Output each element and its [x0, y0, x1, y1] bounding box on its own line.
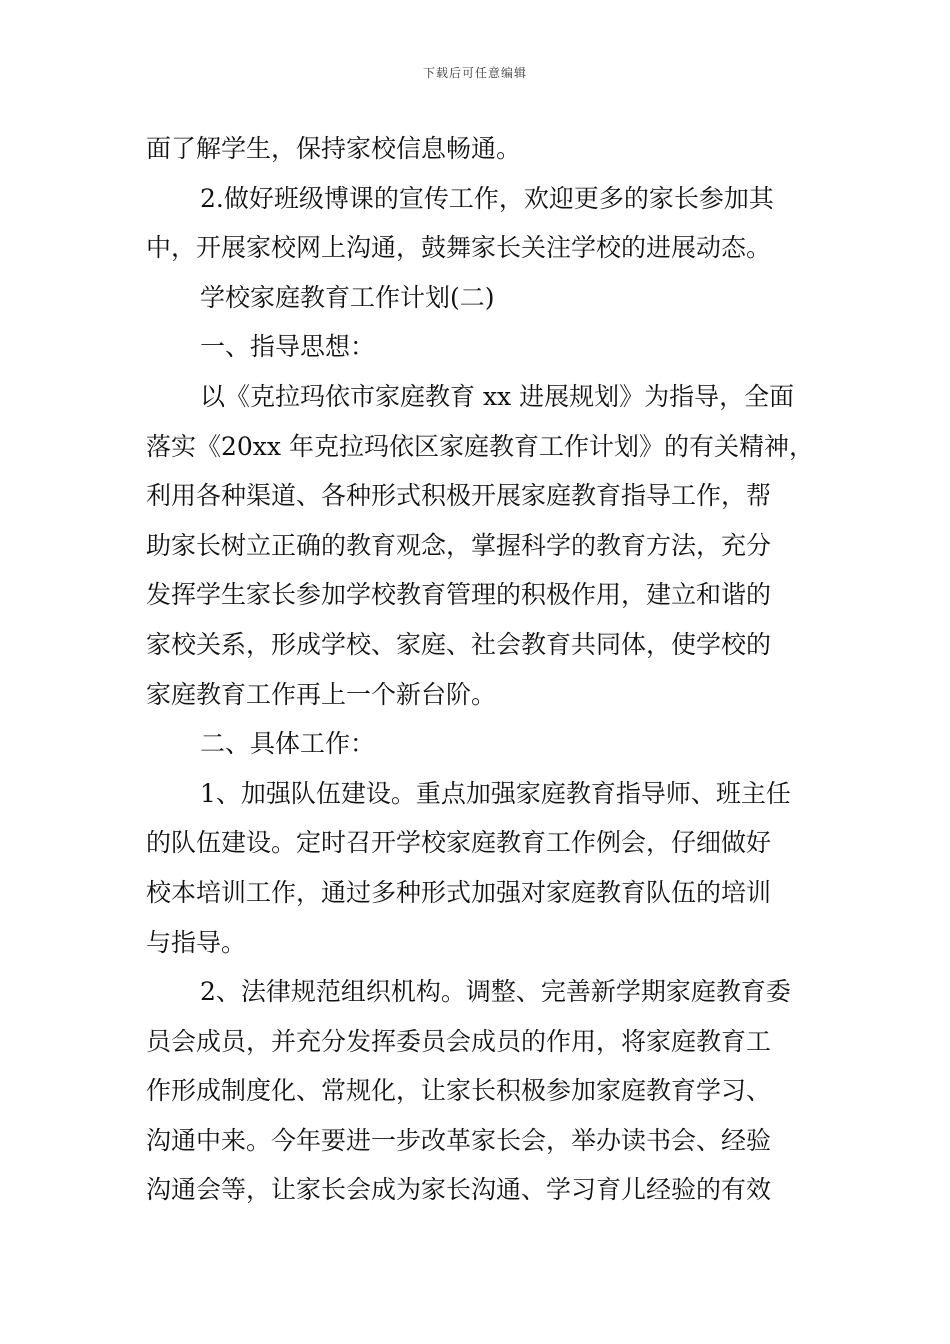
text-line: 的队伍建设。定时召开学校家庭教育工作例会，仔细做好	[146, 828, 772, 858]
text-line: 沟通中来。今年要进一步改革家长会，举办读书会、经验	[146, 1125, 772, 1155]
text-line: 家校关系，形成学校、家庭、社会教育共同体，使学校的	[146, 629, 772, 659]
text-line: 以《克拉玛依市家庭教育 xx 进展规划》为指导，全面	[200, 381, 795, 411]
document-body	[146, 124, 826, 1215]
text-line: 落实《20xx 年克拉玛依区家庭教育工作计划》的有关精神，	[146, 431, 814, 461]
text-line: 沟通会等，让家长会成为家长沟通、学习育儿经验的有效	[146, 1175, 772, 1205]
text-line: 面了解学生，保持家校信息畅通。	[146, 134, 522, 163]
text-line: 发挥学生家长参加学校教育管理的积极作用，建立和谐的	[146, 580, 772, 610]
text-line: 校本培训工作，通过多种形式加强对家庭教育队伍的培训	[146, 877, 772, 907]
text-line: 与指导。	[146, 927, 247, 957]
text-line: 家庭教育工作再上一个新台阶。	[146, 679, 497, 709]
text-line: 二、具体工作：	[200, 729, 376, 759]
text-line: 1、加强队伍建设。重点加强家庭教育指导师、班主任	[200, 778, 791, 808]
text-line: 利用各种渠道、各种形式积极开展家庭教育指导工作，帮	[146, 481, 772, 511]
text-line: 助家长树立正确的教育观念，掌握科学的教育方法，充分	[146, 530, 772, 560]
text-line: 作形成制度化、常规化，让家长积极参加家庭教育学习、	[146, 1076, 772, 1106]
page-header-note: 下载后可任意编辑	[422, 66, 527, 80]
text-line: 2.做好班级博课的宣传工作，欢迎更多的家长参加其	[200, 183, 774, 213]
text-line: 2、法律规范组织机构。调整、完善新学期家庭教育委	[200, 977, 791, 1007]
text-line: 中，开展家校网上沟通，鼓舞家长关注学校的进展动态。	[146, 233, 772, 263]
text-line: 学校家庭教育工作计划(二)	[200, 282, 495, 312]
text-line: 一、指导思想：	[200, 332, 376, 362]
text-line: 员会成员，并充分发挥委员会成员的作用，将家庭教育工	[146, 1026, 772, 1056]
